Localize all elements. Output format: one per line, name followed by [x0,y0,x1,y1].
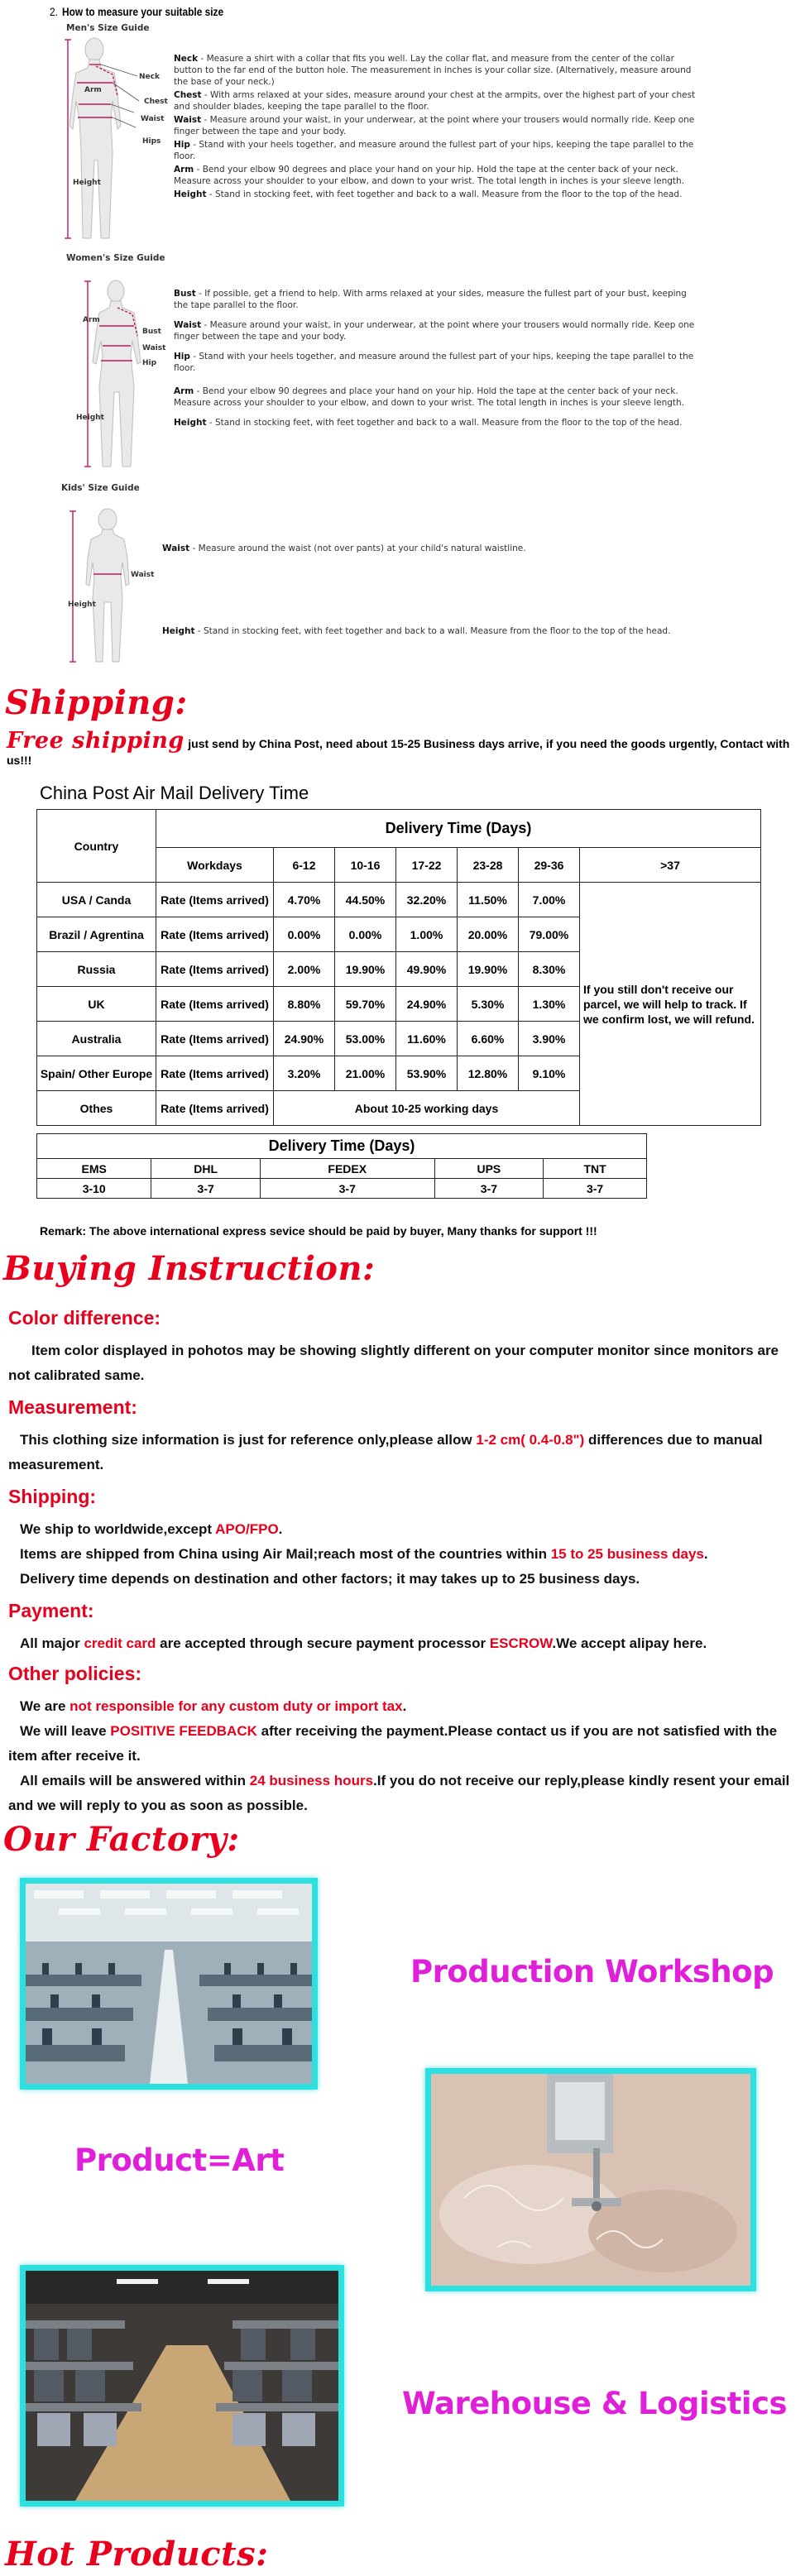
womens-measure-list [174,288,703,429]
days-cell: 3-7 [544,1179,647,1199]
fig-label-bust: Bust [142,328,161,336]
rate-label-cell: Rate (Items arrived) [156,1091,274,1126]
kids-waist-item: Waist - Measure around the waist (not over pants) at your child's natural waistline. [162,543,526,553]
mens-waist-item: Waist - Measure around your waist, in your underwear, at the point where your trousers would normally ride. Keep one finger between the tape and your body. [174,115,695,136]
mens-hip-item: Hip - Stand with your heels together, and measure around the fullest part of your hips, keeping the tape parallel to the floor. [174,140,694,161]
table-header-row [37,810,761,848]
country-cell: Australia [37,1022,156,1056]
range-header: 6-12 [274,848,335,883]
rate-cell: 4.70% [274,883,335,917]
days-cell: 3-10 [37,1179,151,1199]
fig-label-arm: Arm [84,86,102,94]
rate-cell: 19.90% [335,952,396,987]
rate-cell: 20.00% [458,917,519,952]
table-row [37,883,761,917]
express-carrier-row [37,1159,647,1179]
carrier-cell: FEDEX [260,1159,434,1179]
delivery-time-header: Delivery Time (Days) [156,810,761,848]
country-cell: Russia [37,952,156,987]
measurement-text: This clothing size information is just for reference only,please allow 1-2 cm( 0.4-0.8") differences due to manual measurement. [8,1432,763,1472]
measure-title: 2. How to measure your suitable size [50,5,224,18]
fig-label-height: Height [73,179,101,187]
womens-hip-item: Hip - Stand with your heels together, and measure around the fullest part of your hips, keeping the tape parallel to the floor. [174,352,694,373]
country-cell: Brazil / Agrentina [37,917,156,952]
rate-cell: 9.10% [519,1056,580,1091]
color-difference-text: Item color displayed in pohotos may be showing slightly different on your computer monitor since monitors are not calibrated same. [8,1343,779,1383]
others-delivery-cell: About 10-25 working days [274,1091,580,1126]
rate-cell: 24.90% [396,987,458,1022]
payment-text: All major credit card are accepted through secure payment processor ESCROW.We accept alipay here. [20,1635,707,1651]
free-shipping-label: Free shipping [7,728,185,754]
color-difference-title: Color difference: [8,1307,161,1329]
rate-label-cell: Rate (Items arrived) [156,1056,274,1091]
shipping-title: Shipping: [8,1486,97,1507]
fig-label-hips: Hips [142,137,161,146]
warehouse-photo [20,2265,344,2507]
carrier-cell: TNT [544,1159,647,1179]
express-title-row [37,1134,647,1159]
free-shipping-line [7,728,801,768]
other-policies-title: Other policies: [8,1663,142,1684]
womens-height-item: Height - Stand in stocking feet, with feet together and back to a wall. Measure from the floor to the top of the head. [174,418,683,428]
ship-line-1: We ship to worldwide,except APO/FPO. [20,1521,283,1537]
product-art-caption: Product=Art [74,2143,285,2178]
production-workshop-photo [20,1878,318,2090]
rate-label-cell: Rate (Items arrived) [156,987,274,1022]
rate-cell: 21.00% [335,1056,396,1091]
express-delivery-table [36,1133,647,1199]
fig-label-hip-women: Hip [142,359,157,367]
rate-cell: 3.20% [274,1056,335,1091]
fig-label-waist: Waist [141,115,165,123]
rate-label-cell: Rate (Items arrived) [156,1022,274,1056]
womens-mannequin-figure [69,280,169,470]
range-header: 23-28 [458,848,519,883]
rate-cell: 59.70% [335,987,396,1022]
womens-waist-item: Waist - Measure around your waist, in your underwear, at the point where your trousers would normally ride. Keep one finger between the tape and your body. [174,320,695,342]
country-header: Country [37,810,156,883]
mens-guide-title: Men's Size Guide [66,23,150,33]
mens-neck-item: Neck - Measure a shirt with a collar that fits you well. Lay the collar flat, and measure from the center of the collar button to the far end of the button hole. The measurement in inches is your collar size. (Alternatively, measure around the base of your neck.) [174,54,692,87]
rate-cell: 11.50% [458,883,519,917]
rate-cell: 8.30% [519,952,580,987]
workshop-image [26,1884,312,2084]
sewing-machine-photo [425,2068,756,2291]
rate-cell: 32.20% [396,883,458,917]
womens-bust-item: Bust - If possible, get a friend to help. With arms relaxed at your sides, measure the fullest part of your bust, keeping the tape parallel to the floor. [174,289,687,310]
fig-label-arm-women: Arm [83,316,100,324]
mens-height-item: Height - Stand in stocking feet, with feet together and back to a wall. Measure from the floor to the top of the head. [174,189,683,199]
other-policies-text [8,1694,804,1818]
fig-label-height-women: Height [76,414,104,422]
days-cell: 3-7 [260,1179,434,1199]
hot-products-heading: Hot Products: [5,2535,269,2574]
rate-cell: 49.90% [396,952,458,987]
country-cell: Othes [37,1091,156,1126]
carrier-cell: DHL [151,1159,261,1179]
express-title: Delivery Time (Days) [37,1134,647,1159]
shipping-heading: Shipping: [5,683,188,722]
rate-cell: 2.00% [274,952,335,987]
kids-guide-title: Kids' Size Guide [61,483,140,493]
rate-cell: 0.00% [274,917,335,952]
ship-line-2: Items are shipped from China using Air Mail;reach most of the countries within 15 to 25 business days. [20,1546,708,1562]
range-header: 10-16 [335,848,396,883]
country-cell: USA / Canda [37,883,156,917]
payment-title: Payment: [8,1600,94,1621]
days-cell: 3-7 [151,1179,261,1199]
shipping-text [20,1517,798,1592]
rate-cell: 1.30% [519,987,580,1022]
rate-cell: 7.00% [519,883,580,917]
warehouse-logistics-caption: Warehouse & Logistics [402,2386,788,2421]
rate-label-cell: Rate (Items arrived) [156,883,274,917]
country-cell: UK [37,987,156,1022]
rate-cell: 5.30% [458,987,519,1022]
rate-cell: 44.50% [335,883,396,917]
fig-label-waist-women: Waist [142,344,166,352]
production-workshop-caption: Production Workshop [410,1954,774,1989]
fig-label-waist-kids: Waist [131,571,155,579]
kids-height-item: Height - Stand in stocking feet, with feet together and back to a wall. Measure from the floor to the top of the head. [162,626,671,636]
buying-instruction-heading: Buying Instruction: [3,1249,376,1288]
rate-cell: 8.80% [274,987,335,1022]
range-header: 29-36 [519,848,580,883]
range-header: 17-22 [396,848,458,883]
delivery-table-title: China Post Air Mail Delivery Time [40,783,309,803]
carrier-cell: EMS [37,1159,151,1179]
workdays-header: Workdays [156,848,274,883]
policy-line-2: We will leave POSITIVE FEEDBACK after receiving the payment.Please contact us if you are not satisfied with the item after receive it. [8,1723,778,1764]
mens-chest-item: Chest - With arms relaxed at your sides, measure around your chest at the armpits, over the highest part of your chest and shoulder blades, keeping the tape parallel to the floor. [174,90,696,112]
rate-cell: 3.90% [519,1022,580,1056]
rate-cell: 1.00% [396,917,458,952]
policy-line-1: We are not responsible for any custom duty or import tax. [20,1698,407,1714]
rate-label-cell: Rate (Items arrived) [156,917,274,952]
ship-line-3: Delivery time depends on destination and other factors; it may takes up to 25 business days. [20,1571,640,1587]
free-shipping-text: just send by China Post, need about 15-25 Business days arrive, if you need the goods urgently, Contact with us!!! [7,737,790,767]
range-header: >37 [580,848,761,883]
rate-cell: 12.80% [458,1056,519,1091]
warehouse-image [26,2271,338,2501]
days-cell: 3-7 [434,1179,544,1199]
our-factory-heading: Our Factory: [3,1820,240,1859]
rate-cell: 79.00% [519,917,580,952]
country-cell: Spain/ Other Europe [37,1056,156,1091]
express-days-row [37,1179,647,1199]
rate-cell: 53.90% [396,1056,458,1091]
fig-label-neck: Neck [139,73,160,81]
measurement-title: Measurement: [8,1396,137,1418]
rate-cell: 0.00% [335,917,396,952]
rate-cell: 11.60% [396,1022,458,1056]
policy-line-3: All emails will be answered within 24 business hours.If you do not receive our reply,please kindly resent your email and we will reply to you as soon as possible. [8,1773,790,1813]
rate-cell: 53.00% [335,1022,396,1056]
fig-label-height-kids: Height [68,601,96,609]
womens-arm-item: Arm - Bend your elbow 90 degrees and place your hand on your hip. Hold the tape at the center back of your neck. Measure across your shoulder to your elbow, and down to your wrist. The total length in inches is your sleeve length. [174,386,685,408]
womens-guide-title: Women's Size Guide [66,253,165,263]
fig-label-chest: Chest [144,98,168,106]
rate-cell: 6.60% [458,1022,519,1056]
rate-label-cell: Rate (Items arrived) [156,952,274,987]
express-remark: Remark: The above international express sevice should be paid by buyer, Many thanks for support !!! [40,1224,597,1238]
rate-cell: 24.90% [274,1022,335,1056]
sewing-image [431,2074,750,2286]
lost-parcel-note: If you still don't receive our parcel, we will help to track. If we confirm lost, we will refund. [580,883,761,1126]
china-post-delivery-table [36,809,761,1126]
mens-arm-item: Arm - Bend your elbow 90 degrees and place your hand on your hip. Hold the tape at the center back of your neck. Measure across your shoulder to your elbow, and down to your wrist. The total length in inches is your sleeve length. [174,165,685,186]
mens-measure-list [174,53,703,200]
rate-cell: 19.90% [458,952,519,987]
kids-mannequin-figure [66,508,157,665]
carrier-cell: UPS [434,1159,544,1179]
